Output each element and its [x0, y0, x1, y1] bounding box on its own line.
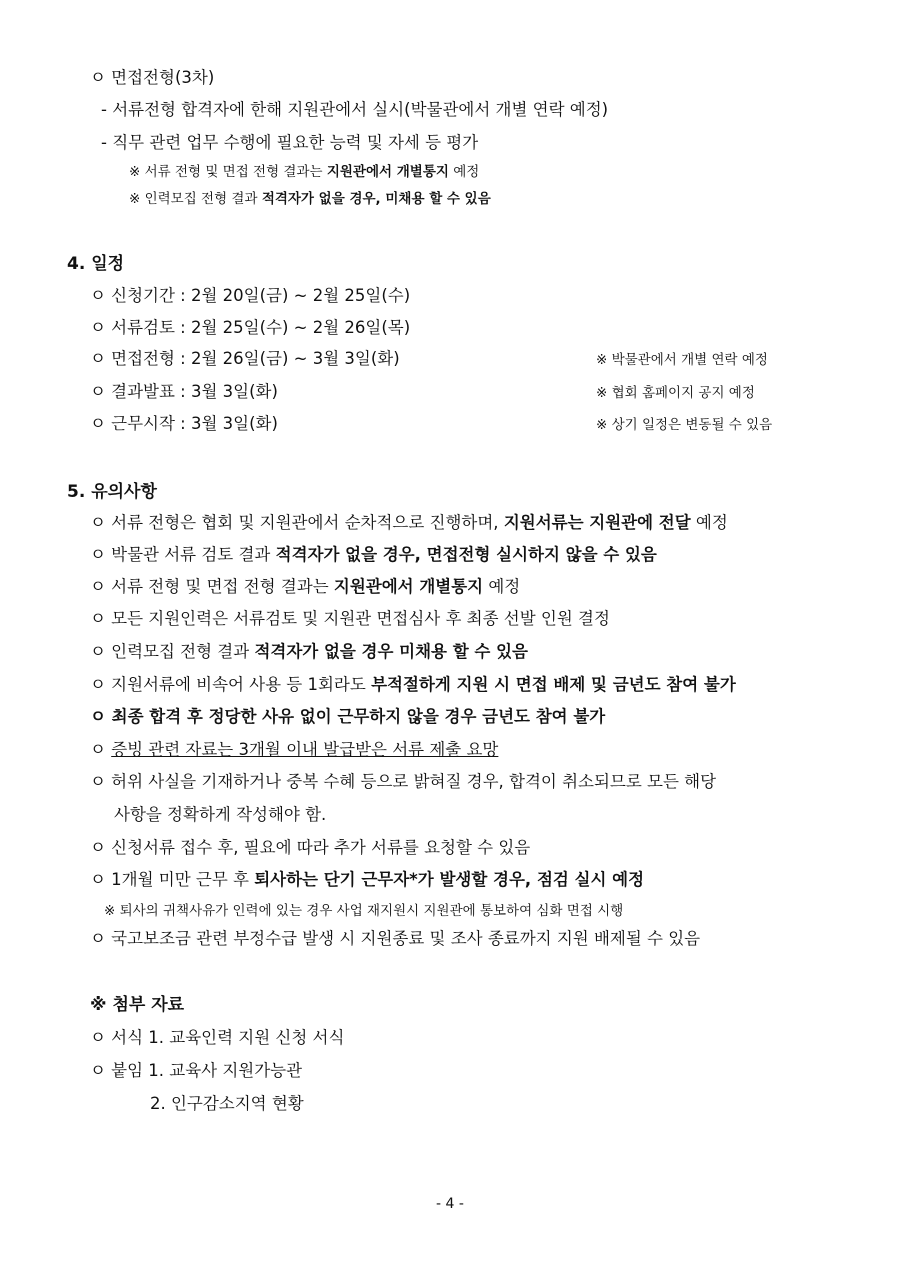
precaution-item: ㅇ 모든 지원인력은 서류검토 및 지원관 면접심사 후 최종 선발 인원 결정 [90, 609, 610, 628]
interview-detail-2: - 직무 관련 업무 수행에 필요한 능력 및 자세 등 평가 [101, 133, 479, 152]
schedule-note-start: ※ 상기 일정은 변동될 수 있음 [596, 417, 773, 433]
attachment-form: ㅇ 서식 1. 교육인력 지원 신청 서식 [90, 1028, 345, 1047]
precaution-note: ※ 퇴사의 귀책사유가 인력에 있는 경우 사업 재지원시 지원관에 통보하여 심화 면접 시행 [104, 903, 624, 919]
interview-note-2: ※ 인력모집 전형 결과 적격자가 없을 경우, 미채용 할 수 있음 [129, 191, 491, 207]
precaution-item: ㅇ 지원서류에 비속어 사용 등 1회라도 부적절하게 지원 시 면접 배제 및 금년도 참여 불가 [90, 675, 736, 694]
precaution-item: ㅇ 서류 전형은 협회 및 지원관에서 순차적으로 진행하며, 지원서류는 지원관에 전달 예정 [90, 513, 728, 532]
precaution-item: ㅇ 증빙 관련 자료는 3개월 이내 발급받은 서류 제출 요망 [90, 740, 499, 759]
page-number: - 4 - [436, 1196, 464, 1212]
attachment-annex-1: ㅇ 붙임 1. 교육사 지원가능관 [90, 1061, 303, 1080]
precaution-item: ㅇ 최종 합격 후 정당한 사유 없이 근무하지 않을 경우 금년도 참여 불가 [90, 707, 606, 726]
precaution-item: ㅇ 인력모집 전형 결과 적격자가 없을 경우 미채용 할 수 있음 [90, 642, 528, 661]
schedule-row-interview: ㅇ 면접전형 : 2월 26일(금) ~ 3월 3일(화) [90, 349, 400, 368]
precaution-item: ㅇ 1개월 미만 근무 후 퇴사하는 단기 근무자*가 발생할 경우, 점검 실시 예정 [90, 870, 645, 889]
precaution-item: ㅇ 허위 사실을 기재하거나 중복 수혜 등으로 밝혀질 경우, 합격이 취소되므로 모든 해당 [90, 772, 717, 791]
attachment-annex-2: 2. 인구감소지역 현황 [150, 1094, 304, 1113]
precaution-item: ㅇ 박물관 서류 검토 결과 적격자가 없을 경우, 면접전형 실시하지 않을 수 있음 [90, 545, 657, 564]
interview-detail-1: - 서류전형 합격자에 한해 지원관에서 실시(박물관에서 개별 연락 예정) [101, 100, 609, 119]
precautions-heading: 5. 유의사항 [67, 482, 157, 502]
precaution-item: ㅇ 국고보조금 관련 부정수급 발생 시 지원종료 및 조사 종료까지 지원 배제될 수 있음 [90, 929, 701, 948]
precaution-item: ㅇ 신청서류 접수 후, 필요에 따라 추가 서류를 요청할 수 있음 [90, 838, 531, 857]
schedule-row-review: ㅇ 서류검토 : 2월 25일(수) ~ 2월 26일(목) [90, 318, 411, 337]
precaution-item: ㅇ 서류 전형 및 면접 전형 결과는 지원관에서 개별통지 예정 [90, 577, 521, 596]
interview-note-1: ※ 서류 전형 및 면접 전형 결과는 지원관에서 개별통지 예정 [129, 164, 480, 180]
interview-title: ㅇ 면접전형(3차) [90, 68, 215, 87]
schedule-row-start: ㅇ 근무시작 : 3월 3일(화) [90, 414, 278, 433]
precaution-item-continuation: 사항을 정확하게 작성해야 함. [114, 805, 327, 824]
schedule-note-interview: ※ 박물관에서 개별 연락 예정 [596, 352, 768, 368]
schedule-note-result: ※ 협회 홈페이지 공지 예정 [596, 385, 755, 401]
schedule-row-apply: ㅇ 신청기간 : 2월 20일(금) ~ 2월 25일(수) [90, 286, 411, 305]
schedule-row-result: ㅇ 결과발표 : 3월 3일(화) [90, 382, 278, 401]
attachments-heading: ※ 첨부 자료 [90, 995, 185, 1015]
schedule-heading: 4. 일정 [67, 254, 125, 274]
